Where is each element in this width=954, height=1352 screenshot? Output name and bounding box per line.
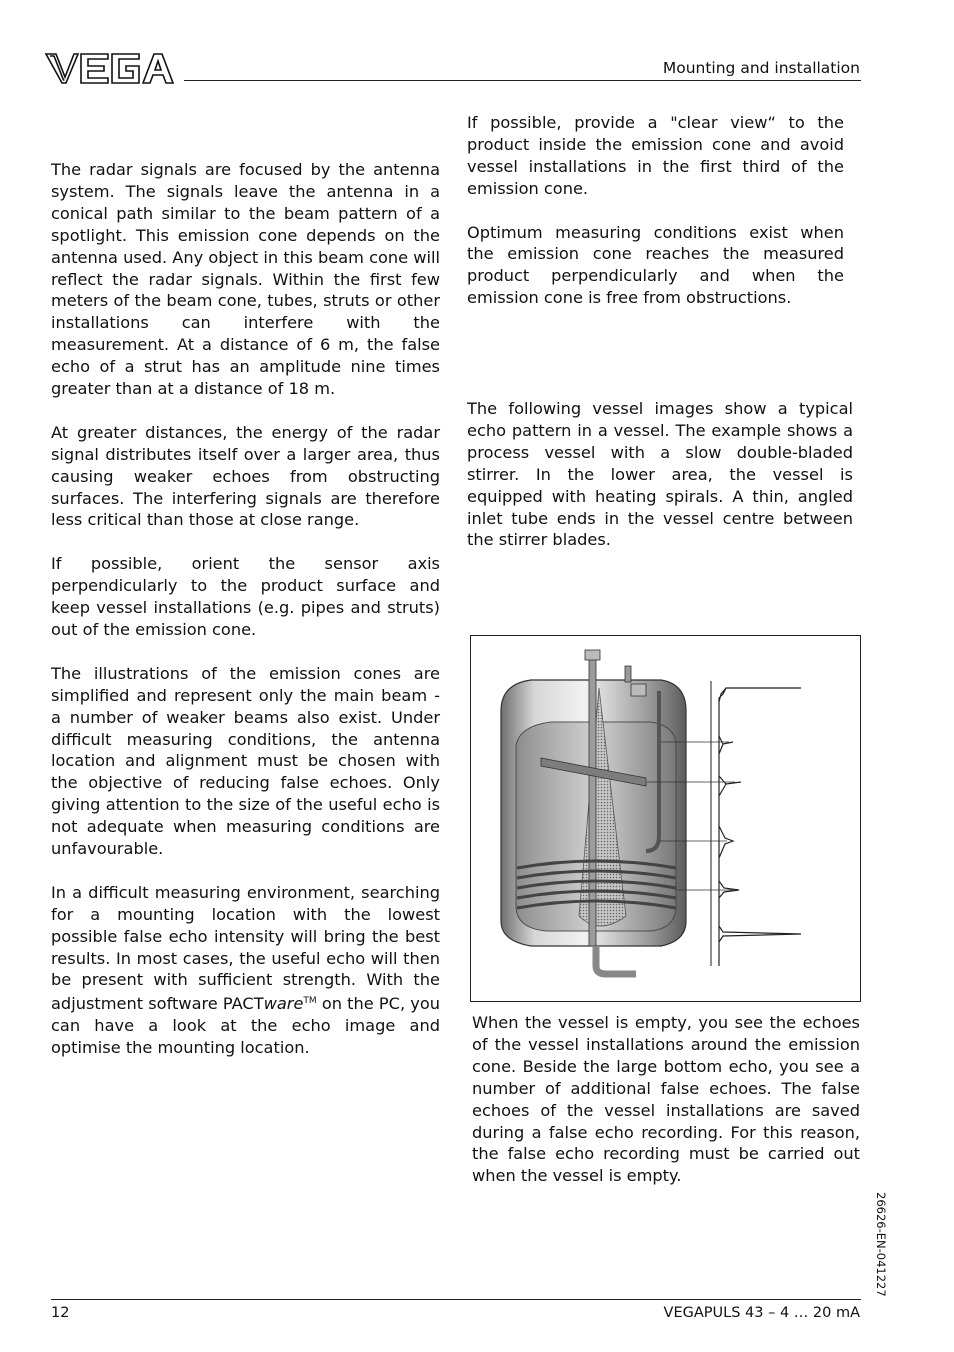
paragraph: The following vessel images show a typical echo pattern in a vessel. The example shows a process vessel with a slow double-bladed stirrer. In the lower area, the vessel is equipped with heating spirals. A thin, angled inlet tube ends in the vessel centre between the stirrer blades. (467, 399, 853, 550)
radar-sensor (625, 666, 631, 682)
vega-logo (44, 50, 176, 86)
paragraph: If possible, orient the sensor axis perpendicularly to the product surface and keep vessel installations (e.g. pipes and struts) out of the emission cone. (51, 554, 440, 639)
bottom-outlet (596, 946, 636, 974)
page-number: 12 (51, 1305, 70, 1321)
echo-curve (719, 688, 801, 966)
figure-caption: When the vessel is empty, you see the echoes of the vessel installations around the emission cone. Beside the large bottom echo, you see a number of additional false echoes. The false echoes of the vessel installations are saved during a false echo recording. For this reason, the false echo recording must be carried out when the vessel is empty. (472, 1013, 860, 1186)
paragraph-text: on the PC, you can have a look at the echo image and optimise the mounting location. (51, 994, 441, 1058)
header-divider (184, 80, 861, 81)
footer-divider (51, 1299, 861, 1300)
paragraph: At greater distances, the energy of the radar signal distributes itself over a larger area, thus causing weaker echoes from obstructing surfaces. The interfering signals are therefore less critical than those at close range. (51, 422, 440, 530)
vessel-echo-figure (470, 635, 861, 1002)
paragraph (51, 882, 440, 1059)
left-column (51, 159, 440, 1081)
section-title: Mounting and installation (662, 59, 860, 77)
document-id: 26626-EN-041227 (874, 1192, 888, 1297)
paragraph: Optimum measuring conditions exist when the emission cone reaches the measured product perpendicularly and when the emission cone is free from obstructions. (467, 222, 844, 308)
right-column-top (467, 112, 844, 331)
right-column-vessel-text (467, 398, 853, 573)
paragraph: If possible, provide a "clear view“ to the product inside the emission cone and avoid vessel installations in the first third of the emission cone. (467, 113, 844, 198)
paragraph: The radar signals are focused by the antenna system. The signals leave the antenna in a conical path similar to the beam pattern of a spotlight. This emission cone depends on the antenna used. Any object in this beam cone will reflect the radar signals. Within the first few meters of the beam cone, tubes, struts or other installations can interfere with the measurement. At a distance of 6 m, the false echo of a strut has an amplitude nine times greater than at a distance of 18 m. (51, 160, 440, 399)
software-name-italic: ware (263, 994, 304, 1014)
paragraph-text: In a difficult measuring environment, searching for a mounting location with the lowest possible false echo intensity will bring the best results. In most cases, the useful echo will then be present with sufficient strength. With the adjustment software PACT (51, 882, 440, 1014)
trademark-mark: TM (303, 996, 317, 1007)
footer-product-name: VEGAPULS 43 – 4 … 20 mA (663, 1305, 860, 1321)
document-id-vertical (874, 1192, 888, 1302)
paragraph: The illustrations of the emission cones are simplified and represent only the main beam - a number of weaker beams also exist. Under difficult measuring conditions, the antenna location and alignment must be chosen with the objective of reducing false echoes. Only giving attention to the size of the useful echo is not adequate when measuring conditions are unfavourable. (51, 663, 440, 859)
vessel-illustration (471, 636, 862, 1003)
